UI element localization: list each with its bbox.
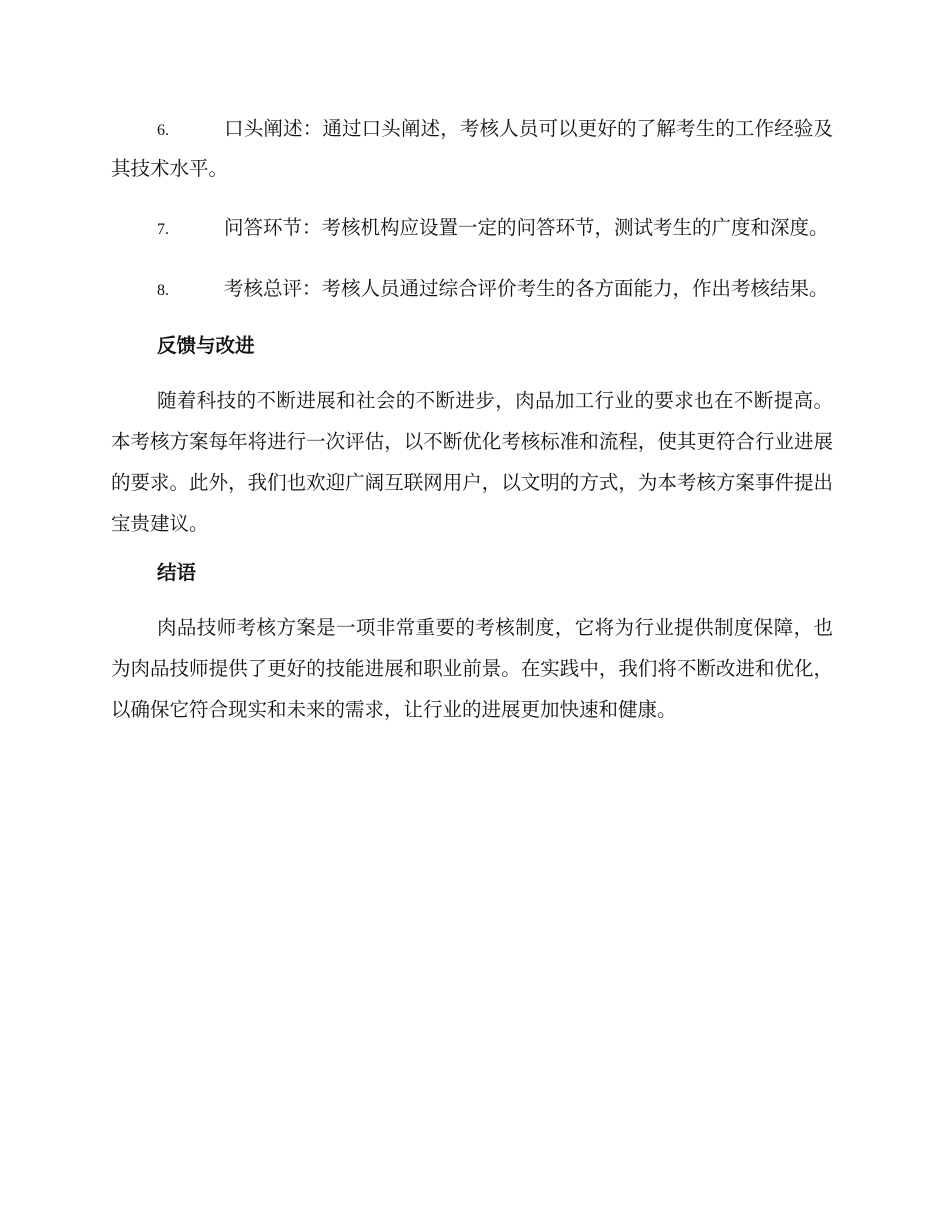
conclusion-heading: 结语 — [157, 561, 197, 584]
list-item-6 — [111, 110, 833, 188]
list-number: 8. — [157, 282, 169, 299]
feedback-heading: 反馈与改进 — [157, 334, 255, 357]
list-item-text: 口头阐述：通过口头阐述，考核人员可以更好的了解考生的工作经验及其技术水平。 — [111, 117, 833, 180]
list-item-7 — [111, 209, 833, 249]
list-number: 6. — [157, 122, 169, 139]
conclusion-paragraph: 肉品技师考核方案是一项非常重要的考核制度，它将为行业提供制度保障，也为肉品技师提供了更好的技能进展和职业前景。在实践中，我们将不断改进和优化，以确保它符合现实和未来的需求，让行业的进展更加快速和健康。 — [111, 616, 833, 721]
document-content — [111, 110, 833, 744]
list-number: 7. — [157, 221, 169, 238]
list-item-8 — [111, 270, 833, 310]
feedback-paragraph: 随着科技的不断进展和社会的不断进步，肉品加工行业的要求也在不断提高。本考核方案每年将进行一次评估，以不断优化考核标准和流程，使其更符合行业进展的要求。此外，我们也欢迎广阔互联网用户，以文明的方式，为本考核方案事件提出宝贵建议。 — [111, 389, 833, 535]
list-item-text: 问答环节：考核机构应设置一定的问答环节，测试考生的广度和深度。 — [224, 216, 829, 239]
list-item-text: 考核总评：考核人员通过综合评价考生的各方面能力，作出考核结果。 — [224, 277, 829, 300]
